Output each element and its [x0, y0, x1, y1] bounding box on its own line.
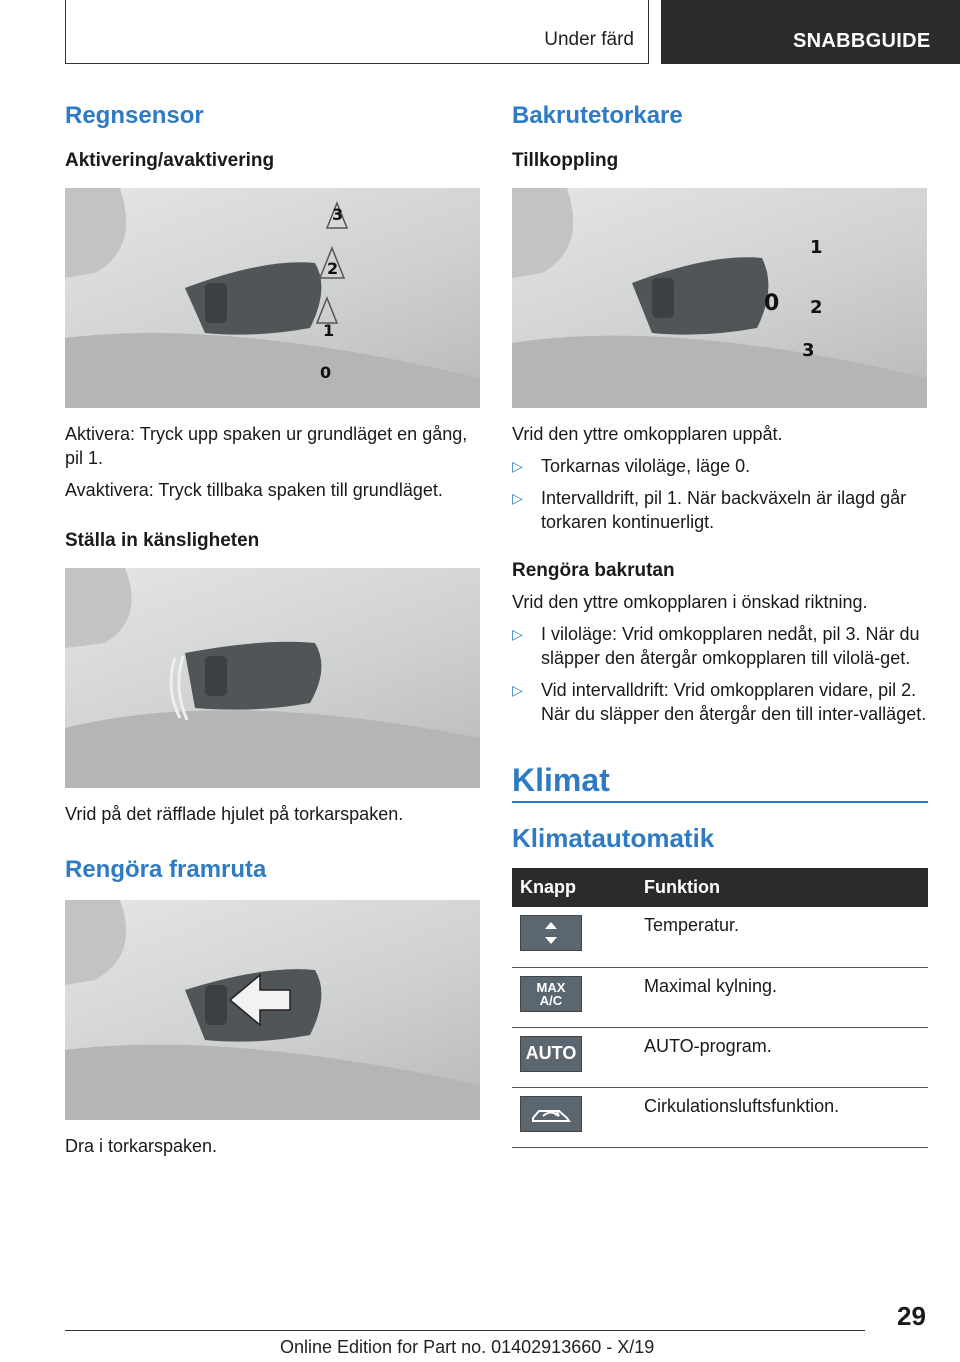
- para-aktivera: Aktivera: Tryck upp spaken ur grundläget en gång, pil 1.: [65, 424, 468, 468]
- climate-table: [512, 868, 928, 1148]
- column-header-funktion: Funktion: [636, 868, 928, 907]
- fig1-label-2: 2: [327, 259, 339, 278]
- bullet-triangle-icon: ▷: [512, 490, 523, 506]
- list-item: ▷ Torkarnas viloläge, läge 0.: [512, 456, 751, 476]
- recirculation-icon: [520, 1096, 582, 1132]
- page-number: 29: [897, 1301, 926, 1331]
- bullets-rengora: [512, 622, 928, 726]
- subheading-rengora-bakrutan: Rengöra bakrutan: [512, 560, 675, 581]
- table-row: [512, 907, 928, 967]
- bullet-triangle-icon: ▷: [512, 458, 523, 474]
- para-rafflade-hjul: Vrid på det räfflade hjulet på torkarspaken.: [65, 804, 404, 824]
- para-vrid-uppat: Vrid den yttre omkopplaren uppåt.: [512, 424, 783, 444]
- figure-rear-wiper-switch: [512, 188, 927, 408]
- subheading-kanslighet: Ställa in känsligheten: [65, 530, 260, 551]
- list-item: ▷ Intervalldrift, pil 1. När backväxeln är ilagd går torkaren kontinuerligt.: [512, 488, 907, 532]
- right-column: [512, 100, 928, 1148]
- figure-rain-sensor-lever: [65, 188, 480, 408]
- fig-label-3: 3: [802, 340, 815, 361]
- bullets-tillkoppling: [512, 454, 928, 534]
- para-dra-torkarspaken: Dra i torkarspaken.: [65, 1136, 218, 1156]
- footer-edition: Online Edition for Part no. 01402913660 - X/19: [280, 1337, 655, 1357]
- section-title-rengora-framruta: Rengöra framruta: [65, 856, 267, 883]
- bullet-triangle-icon: ▷: [512, 626, 523, 642]
- fig1-label-3: 3: [332, 205, 344, 224]
- fig-label-1: 1: [810, 237, 823, 258]
- table-row: [512, 967, 928, 1027]
- footer-rule: [65, 1330, 865, 1331]
- section-title-klimatautomatik: Klimatautomatik: [512, 823, 715, 853]
- subheading-tillkoppling: Tillkoppling: [512, 150, 619, 171]
- func-recirculation: Cirkulationsluftsfunktion.: [636, 1087, 928, 1147]
- auto-icon: AUTO: [520, 1036, 582, 1072]
- list-item: ▷ I viloläge: Vrid omkopplaren nedåt, pil 3. När du släpper den återgår omkopplaren till vilolä-get.: [512, 624, 920, 668]
- header-box: [65, 0, 649, 64]
- fig-label-2: 2: [810, 297, 823, 318]
- chapter-title-klimat: Klimat: [512, 762, 928, 803]
- func-auto: AUTO-program.: [636, 1027, 928, 1087]
- figure-sensitivity-wheel: [65, 568, 480, 788]
- table-row: [512, 1087, 928, 1147]
- column-header-knapp: Knapp: [512, 868, 636, 907]
- func-temperature: Temperatur.: [636, 907, 928, 967]
- figure-pull-lever: [65, 900, 480, 1120]
- fig-label-0: 0: [764, 291, 780, 316]
- fig1-label-0: 0: [320, 363, 332, 382]
- func-max-ac: Maximal kylning.: [636, 967, 928, 1027]
- table-header-row: [512, 868, 928, 907]
- max-ac-icon: MAX A/C: [520, 976, 582, 1012]
- temperature-arrows-icon: [520, 915, 582, 951]
- fig1-label-1: 1: [323, 321, 335, 340]
- header-chapter: Under färd: [544, 29, 634, 50]
- para-avaktivera: Avaktivera: Tryck tillbaka spaken till grundläget.: [65, 480, 443, 500]
- section-title-regnsensor: Regnsensor: [65, 102, 204, 129]
- subheading-aktivering: Aktivering/avaktivering: [65, 150, 275, 171]
- section-title-bakrutetorkare: Bakrutetorkare: [512, 102, 683, 129]
- list-item: ▷ Vid intervalldrift: Vrid omkopplaren vidare, pil 2. När du släpper den återgår den till inter-valläget.: [512, 680, 927, 724]
- left-column: [65, 100, 481, 1166]
- para-vrid-riktning: Vrid den yttre omkopplaren i önskad riktning.: [512, 592, 868, 612]
- header-tab: SNABBGUIDE: [661, 0, 960, 64]
- bullet-triangle-icon: ▷: [512, 682, 523, 698]
- table-row: [512, 1027, 928, 1087]
